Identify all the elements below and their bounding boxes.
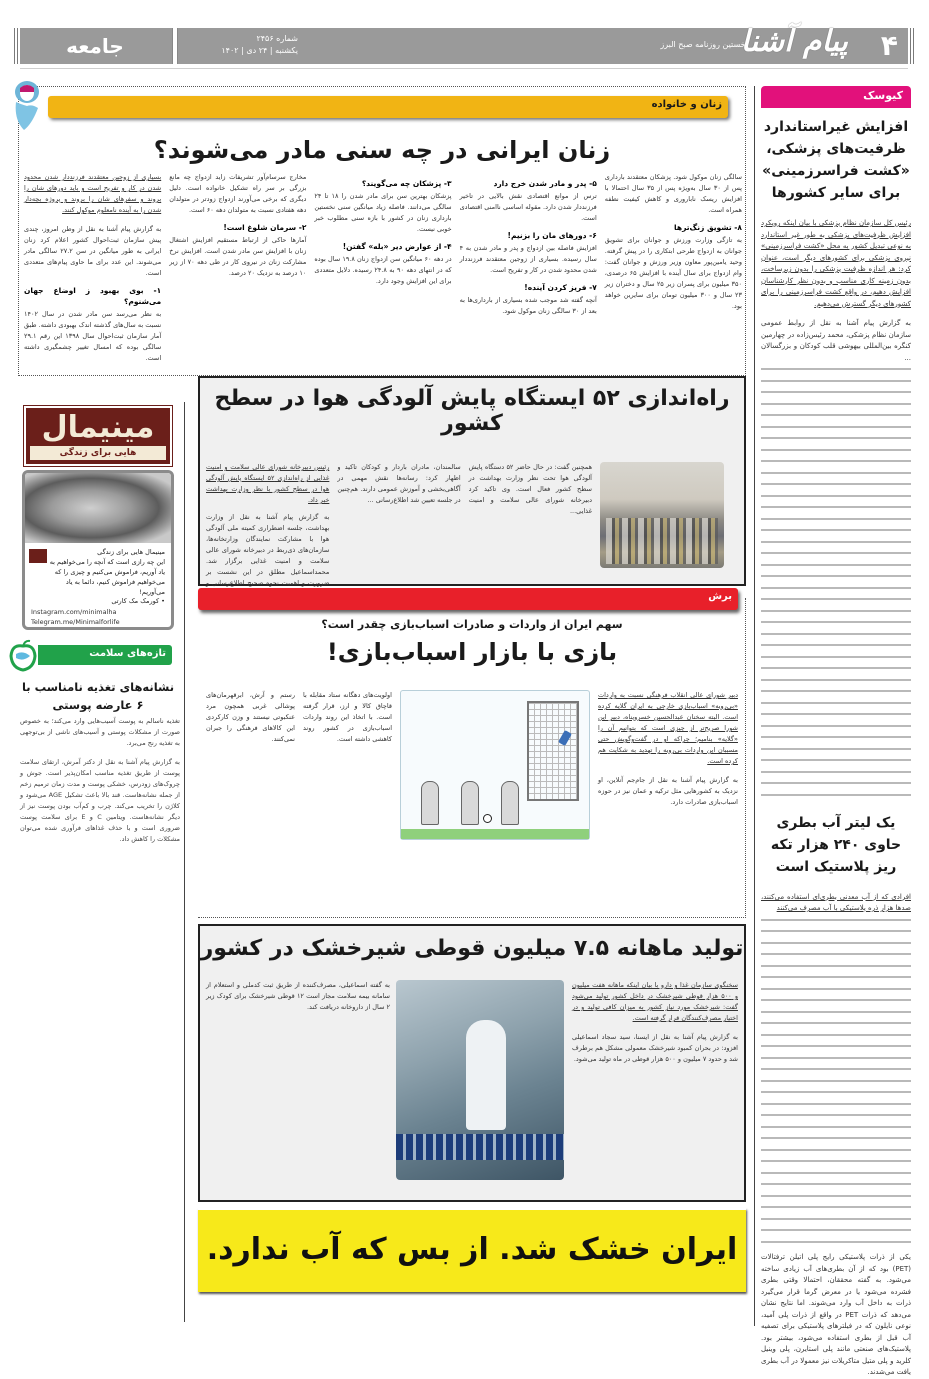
quote-title: مینیمال هایی برای زندگی xyxy=(97,548,165,556)
kiosk-lead-text: رئیس کل سازمان نظام پزشکی با بیان اینکه رویکرد افزایش ظرفیت‌های پزشکی به طور غیر استاندارد به نوعی تبدیل کشور به محل «کشت فراسرزمینی» نیروی پزشکی برای کشورهای دیگر است، عنوان کرد: هر اندازه ظرفیت پزشکی را بدون زیرساخت، بدون زمینه کاری مناسب و بدون نظر کارشناسان افزایش دهیم، در واقع کشت فراسرزمینی را برای کشورهای دیگر گسترش می‌دهیم. xyxy=(761,219,911,308)
wf-col4-end: آنچه گفته شد موجب شده بسیاری از بارداری‌ها به بعد از ۳۰ سالگی زنان موکول شود. xyxy=(459,296,597,315)
minimal-logo-subtitle: هایی برای زندگی xyxy=(30,446,166,460)
air-columns xyxy=(206,462,592,587)
wf-col1-more: به نظر می‌رسد سن مادر شدن در سال ۱۴۰۲ نسبت به سال‌های گذشته اندک بهبودی داشته. طبق آمار سازمان ثبت‌احوال سال ۱۳۹۸ این رقم ۲۹.۱ سالگی بوده که امسال تغییر چشمگیری داشته است. xyxy=(23,310,162,362)
milk-body: به گزارش پیام آشنا به نقل از ایسنا، سید سجاد اسماعیلی افزود: در بحران کمبود شیرخشک معمولی مشکل هم برطرف شد و حدود ۷ میلیون و ۵۰۰ هزار قوطی در ماه تولید می‌شود. xyxy=(572,1033,738,1063)
health-news-label: تازه‌های سلامت xyxy=(89,648,166,659)
quote xyxy=(47,547,165,597)
kiosk-body-lines-2 xyxy=(761,919,911,1243)
quote-text: این چه رازی است که آنچه را می‌خواهیم به یاد آوریم، فراموش می‌کنیم و چیزی را که می‌خواهیم فراموش کنیم، دائما به یاد می‌آوریم! xyxy=(49,558,165,596)
kiosk-tag: کیوسک xyxy=(761,86,911,108)
minimal-mini-logo xyxy=(29,549,47,563)
women-family-label: زنان و خانواده xyxy=(651,99,722,110)
kiosk-body-end: یکی از ذرات پلاستیکی رایج پلی اتیلن ترفتالات (PET) بود که از آن بطری‌های آب زیادی ساخته می‌شود. به گفته محققان، احتمالا وقتی بطری فشرده می‌شود یا در معرض گرما قرار می‌گیرد ذرات به داخل آب وارد می‌شوند. اما نتایج نشان می‌دهد که ذرات PET در واقع از ذرات پلی آمید، نوعی نایلون که در فیلترهای پلاستیکی برای تصفیه آب قبل از بطری استفاده می‌شود، بیشتر بود. پلاستیک‌های صنعتی مانند پلی استایرن، پلی وینیل کلرید و پلی متیل متاکریلات نیز معمولا در آب بطری یافت می‌شدند. xyxy=(761,1253,911,1376)
tagline: نخستین روزنامه صبح البرز xyxy=(660,40,748,49)
drought-banner-text: ایران خشک شد. از بس که آب ندارد. xyxy=(206,1232,738,1267)
wf-subhead-2: ۲- سرمان شلوغ است! xyxy=(223,223,307,232)
air-col-3: همچنین گفت: در حال حاضر ۵۲ دستگاه پایش آلودگی هوا تحت نظر وزارت بهداشت در سطح کشور فعال است. وی تاکید کرد دبیرخانه شورای عالی سلامت و امنیت غذایی... xyxy=(468,463,592,515)
milk-col-1 xyxy=(572,980,738,1190)
wf-subhead-4: ۴- از عوارض دیر «بله» گفتن! xyxy=(342,242,452,251)
drought-banner xyxy=(198,1208,746,1292)
toys-left-columns xyxy=(206,690,392,910)
masthead xyxy=(20,24,908,64)
health-lead: تغذیه ناسالم به پوست آسیب‌هایی وارد می‌کند؛ به خصوص صورت از مشکلات پوستی و آسیب‌های ناشی از بی‌توجهی به تغذیه رنج می‌برد. xyxy=(20,717,180,747)
conveyor-belt xyxy=(396,1134,564,1160)
wf-col1-lead: بسیاری از زوجین معتقدند فرزنددار شدن محدود شدن در کار و تفریح است و باید دورهای شان را بروند و سفرهای شان را بروند و پروژه بچه‌دار شدن را به آینده نامعلوم موکول کنند. xyxy=(23,173,162,214)
traffic-cars xyxy=(606,518,718,564)
social-links xyxy=(31,607,120,627)
kiosk-lead xyxy=(761,218,911,310)
wf-col2-more: آمارها حاکی از ارتباط مستقیم افزایش اشتغال زنان با افزایش سن مادر شدن است. افزایش نرخ مشارکت زنان در نیروی کار در طی دهه ۷۰ از زیر ۱۰ درصد به نزدیک ۲۰ درصد. xyxy=(169,236,307,277)
wf-col3-body: پزشکان بهترین سن برای مادر شدن را ۱۸ تا ۲۴ سالگی می‌دانند. فاصله زیاد میانگین سنی نخستین بارداری زنان در کشور با بازه سنی مطلوب خبر خوبی نیست. xyxy=(314,192,452,233)
quote-author: • کورمک مک کارتی xyxy=(111,597,165,605)
kiosk-body-lines xyxy=(761,368,911,796)
minimal-logo-title: مینیمال xyxy=(41,410,155,445)
worker-figure xyxy=(466,1020,506,1130)
women-family-columns xyxy=(24,172,742,372)
masthead-underline xyxy=(20,68,908,69)
wf-subhead-6: ۶- دورهای مان را بزنیم! xyxy=(507,231,597,240)
wf-subhead-8: ۸- تشویق زنگ‌ترها xyxy=(674,223,742,232)
grass xyxy=(401,829,589,839)
kiosk-column xyxy=(761,86,911,1379)
apple-health-icon xyxy=(8,640,38,672)
wf-subhead-7: ۷- فریز کردن آینده! xyxy=(524,283,597,292)
health-article xyxy=(20,716,180,845)
kiosk-lead-2-text: افرادی که از آب معدنی بطری‌ای استفاده می‌کنند، صدها هزار ذره پلاستیکی با آب مصرف می‌کنند xyxy=(761,892,911,912)
kid-figure xyxy=(421,781,439,825)
wf-subhead-3: ۳- پزشکان چه می‌گویند؟ xyxy=(361,179,452,188)
issue-date: یکشنبه | ۲۴ دی | ۱۴۰۲ xyxy=(221,46,298,55)
wf-col4-body: ترس از موانع اقتصادی نقش بالایی در تاخیر فرزنددار شدن دارد. مقوله اساسی ناامنی اقتصادی است. xyxy=(459,192,597,222)
toys-col-3: اولویت‌های دهگانه ستاد مقابله با قاچاق کالا و ارز، قرار گرفته است. با اتخاذ این روند واردات اسباب‌بازی در کشور روند کاهشی داشته است. xyxy=(303,691,392,743)
left-column-divider xyxy=(184,402,185,1322)
wf-col5-body: سالگی زنان موکول شود. پزشکان معتقدند بارداری پس از ۳۰ سال به‌ویژه پس از ۳۵ سال احتمالا با افزایش ریسک ناباروری و کاهش کیفیت نطفه همراه است. xyxy=(604,173,742,214)
page-number: ۴ xyxy=(880,29,898,62)
wf-col2-body: مخارج سرسام‌آور تشریفات زاید ازدواج چه مانع بزرگی بر سر راه تشکیل خانواده است. دلیل دیگری که برخی می‌آورند ازدواج زودتر در متولدان دهه هفتادی نسبت به متولدان دهه ۶۰ است. xyxy=(169,173,307,214)
kiosk-headline[interactable]: افزایش غیراستاندارد ظرفیت‌های پزشکی، «کشت فراسرزمینی» برای سایر کشورها xyxy=(762,119,910,201)
milk-lead: سخنگوی سازمان غذا و دارو با بیان اینکه ماهانه هفت میلیون و ۵۰۰ هزار قوطی شیرخشک در داخل کشور تولید می‌شود گفت: شیرخشک مورد نیاز کشور به میزان کافی تولید و در اختیار مصرف‌کنندگان قرار گرفته است. xyxy=(572,981,738,1022)
issue-number: شماره ۲۴۵۶ xyxy=(256,34,298,43)
toys-col-2: رستم و آرش، ابرقهرمان‌های پوشالی غربی همچون مرد عنکبوتی نیستند و وزن کارکردی این کالاهای فرهنگی را جبران نمی‌کنند. xyxy=(206,691,295,743)
kid-figure xyxy=(461,781,479,825)
wf-col1-body: به گزارش پیام آشنا به نقل از وطن امروز، چندی پیش سازمان ثبت‌احوال کشور اعلام کرد زنان ایرانی به طور میانگین در سن ۲۷.۲ سالگی مادر می‌شوند. این عدد برای ما حاوی پیام‌های متعددی است. xyxy=(23,225,162,277)
instagram-link[interactable]: Instagram.com/minimalha xyxy=(31,608,117,616)
wf-col5-more: به تازگی وزارت ورزش و جوانان برای تشویق جوانان به ازدواج طرحی ابتکاری را در پیش گرفته. وحید یامین‌پور معاون وزیر ورزش و جوانان گفت: وام ازدواج برای سال آینده با افزایش ۶۵ درصدی، ۳۵۰ میلیون برای پسران زیر ۲۵ سال و دختران زیر ۲۳ سال و ۳۰۰ میلیون تومان برای سایرین خواهد بود. xyxy=(604,236,743,310)
women-family-band xyxy=(48,96,728,118)
issue-info xyxy=(188,33,298,57)
milk-col-2: به گفته اسماعیلی، مصرف‌کننده از طریق ثبت کدملی و استعلام از سامانه بیمه سلامت مجاز است ۱۲ قوطی شیرخشک برای کودک زیر ۲ سال از داروخانه دریافت کند. xyxy=(206,981,390,1011)
milk-powder-title[interactable]: تولید ماهانه ۷.۵ میلیون قوطی شیرخشک در کشور xyxy=(200,936,744,961)
newspaper-logo: پیام آشنا xyxy=(740,24,848,59)
women-family-title[interactable]: زنان ایرانی در چه سنی مادر می‌شوند؟ xyxy=(153,136,611,164)
wf-col-3 xyxy=(314,172,451,372)
air-col-1 xyxy=(206,462,330,587)
wf-col4-more: افزایش فاصله بین ازدواج و پدر و مادر شدن به ۴ سال رسیده. بسیاری از زوجین معتقدند فرزنددار شدن محدود شدن در کار و تفریح است. xyxy=(459,244,597,274)
author-portrait xyxy=(25,473,171,543)
section-name: جامعه xyxy=(66,34,124,58)
wf-subhead-5: ۵- پدر و مادر شدن خرج دارد xyxy=(493,179,597,188)
goal-net xyxy=(527,701,579,801)
toys-lead: دبیر شورای عالی انقلاب فرهنگی نسبت به واردات «بی‌رویه» اسباب‌بازی خارجی به ایران گلایه کرده است. البته سخنان عبدالحسین خسروپناه، دبیر این شورا صریح‌تر از چیزی است که بتوانیم آن را «گلایه» بنامیم؛ چراکه او در گفت‌وگویش حتی مسببان این واردات بی‌رویه را تهدید به شکایت هم کرده است. xyxy=(598,691,738,765)
wf-col-5 xyxy=(605,172,742,372)
air-lead: رئیس دبیرخانه شورای عالی سلامت و امنیت غذایی از راه‌اندازی ۵۲ ایستگاه پایش آلودگی هوا در سطح کشور با نظر وزارت بهداشت خبر داد. xyxy=(206,463,330,504)
toys-title[interactable]: بازی با بازار اسباب‌بازی! xyxy=(326,638,618,666)
wf-col-4 xyxy=(460,172,597,372)
minimal-quote-card xyxy=(22,470,174,630)
toys-body: به گزارش پیام آشنا به نقل از جام‌جم آنلاین، او نزدیک به کشورهایی مثل ترکیه و عمان نیز در حوزه اسباب‌بازی صادرات دارد. xyxy=(598,776,738,806)
milk-left-column xyxy=(206,980,390,1190)
toys-col-1 xyxy=(598,690,738,910)
health-news-band xyxy=(38,645,172,665)
masthead-rule-left xyxy=(14,28,18,64)
factory-photo xyxy=(396,980,564,1180)
health-body: به گزارش پیام آشنا به نقل از دکتر آمرش، ارتقای سلامت پوست از طریق تغذیه مناسب امکان‌پذیر است. جوش و چروک‌های زودرس، خشکی پوست و مدت زمان ترمیم زخم از جمله نشانه‌هاست. قند بالا باعث تشکیل AGE می‌شود و کلاژن را تخریب می‌کند. چرب و کم‌آب بودن پوست نیز از دیگر نشانه‌هاست. ویتامین C و E برای سلامت پوست ضروری است و با حذف غذاهای فرآوری شده می‌توان مشکلات را کاهش داد. xyxy=(20,758,180,843)
toys-band-label: برش xyxy=(708,591,732,602)
masthead-rule-right xyxy=(910,28,914,64)
wf-col-1 xyxy=(24,172,161,372)
kiosk-headline-2[interactable]: یک لیتر آب بطری حاوی ۲۴۰ هزار تکه ریز پلاستیک است xyxy=(770,814,902,875)
telegram-link[interactable]: Telegram.me/Minimalforlife xyxy=(31,618,120,626)
toys-cartoon xyxy=(400,690,590,840)
air-body: به گزارش پیام آشنا به نقل از وزارت بهداشت، جلسه اضطراری کمیته ملی آلودگی هوا با مشارکت نمایندگان وزارتخانه‌ها، سازمان‌های ذی‌ربط در دبیرخانه شورای عالی سلامت و امنیت غذایی برگزار شد. محمداسماعیل مطلق در این نشست بر ضرورت و اهمیت نحوه صحیح اطلاع‌رسانی و xyxy=(206,513,330,587)
masthead-separator xyxy=(172,28,178,64)
traffic-smog-photo xyxy=(600,462,724,568)
column-divider xyxy=(754,86,755,1326)
kid-figure xyxy=(501,781,519,825)
kiosk-lead-2 xyxy=(761,892,911,915)
wf-subhead-1: ۱- بوی بهبود ز اوضاع جهان می‌شنوم؟ xyxy=(23,286,162,306)
woman-silhouette-icon xyxy=(12,80,42,132)
wf-col3-more: در دهه ۶۰ میانگین سن ازدواج زنان ۱۹.۸ سال بوده که در انتهای دهه ۹۰ به ۲۴.۸ رسیده. دلایل متعددی برای این افزایش وجود دارد. xyxy=(314,255,452,285)
toys-band xyxy=(198,588,738,610)
soccer-ball-icon xyxy=(483,814,492,823)
kiosk-body: به گزارش پیام آشنا به نقل از روابط عمومی سازمان نظام پزشکی، محمد رئیس‌زاده در چهارمین کنگره بین‌المللی بیهوشی قلب کودکان و بزرگسالان ... xyxy=(761,319,911,362)
toys-subtitle: سهم ایران از واردات و صادرات اسباب‌بازی چقدر است؟ xyxy=(321,618,623,631)
milk-right-column xyxy=(572,980,738,1190)
minimal-logo xyxy=(24,406,172,466)
health-title[interactable]: نشانه‌های تغذیه نامناسب با ۶ عارضه پوستی xyxy=(21,680,175,712)
toys-right-column xyxy=(598,690,738,910)
wf-col-2 xyxy=(169,172,306,372)
air-col-2: سالمندان، مادران باردار و کودکان تاکید و اظهار کرد: رسانه‌ها نقش مهمی در آگاهی‌بخشی و آموزش عمومی دارند. هم‌چنین در جلسه تعیین شد اطلاع‌رسانی ... xyxy=(337,463,461,504)
air-pollution-title[interactable]: راه‌اندازی ۵۲ ایستگاه پایش آلودگی هوا در سطح کشور xyxy=(214,386,730,436)
